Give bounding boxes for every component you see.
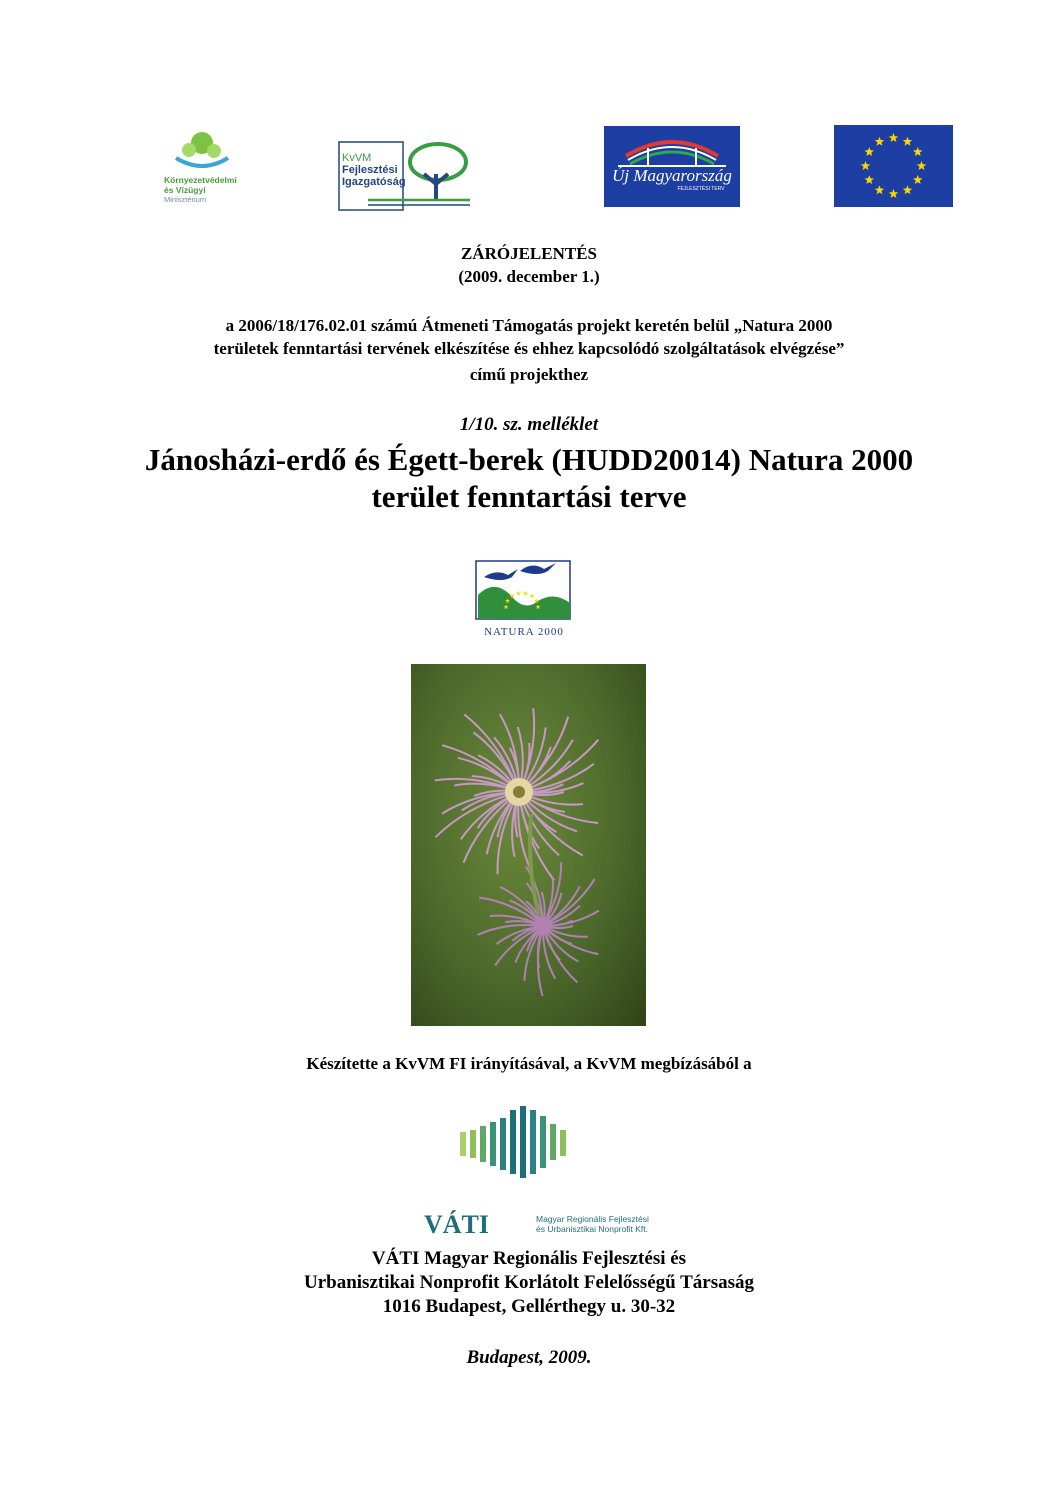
organization-line-1: VÁTI Magyar Regionális Fejlesztési és [371,1248,687,1269]
eu-star-icon [913,175,923,184]
kvvm-logo-line1: KvVM [342,152,372,164]
dianthus-flower-icon [411,664,646,1026]
ministry-logo-line3: Minisztérium [164,195,207,204]
report-title: ZÁRÓJELENTÉS [460,244,598,263]
annex-title-line-2: terület fenntartási terve [371,479,687,514]
uj-magyarorszag-text: Új Magyarország [612,166,732,185]
prepared-by-text: Készítette a KvVM FI irányításával, a KvVM megbízásából a [306,1054,752,1073]
project-line-3: című projekthez [469,365,589,384]
annex-title-line-1: Jánosházi-erdő és Égett-berek (HUDD20014) Natura 2000 [144,442,914,477]
eu-star-icon [889,189,899,198]
ministry-tree-icon [164,130,254,170]
vati-logo-line2: és Urbanisztikai Nonprofit Kft. [536,1224,648,1234]
organization-line-2: Urbanisztikai Nonprofit Korlátolt Felelősségű Társaság [303,1272,755,1293]
vati-logo-name: VÁTI [424,1210,490,1239]
eu-star-icon [903,137,913,146]
eu-star-icon [865,175,875,184]
natura-2000-label: NATURA 2000 [484,626,564,638]
organization-address: 1016 Budapest, Gellérthegy u. 30-32 [382,1296,676,1317]
ministry-logo-line2: és Vízügyi [164,185,206,195]
place-and-date: Budapest, 2009. [466,1347,592,1368]
eu-star-icon [861,161,871,170]
flower-photo [411,664,646,1026]
natura-birds-icon [474,555,574,621]
eu-star-icon [889,133,899,142]
eu-star-icon [875,185,885,194]
annex-label: 1/10. sz. melléklet [459,414,599,435]
natura-star-icon [530,593,535,598]
ministry-logo-line1: Környezetvédelmi [164,175,237,185]
natura-2000-logo [474,555,574,637]
project-line-2: területek fenntartási tervének elkészítése és ehhez kapcsolódó szolgáltatások elvégzése” [213,339,845,358]
eu-flag [834,125,953,207]
eu-star-icon [903,185,913,194]
uj-magyarorszag-logo [604,126,740,207]
vati-bars-icon [452,1104,582,1184]
natura-star-icon [523,591,528,596]
eu-star-icon [875,137,885,146]
uj-magyarorszag-subtext: FEJLESZTÉSI TERV [677,186,725,192]
kvvm-logo-line2: Fejlesztési [342,164,398,176]
natura-star-icon [516,591,521,596]
eu-star-icon [913,147,923,156]
eu-stars-icon [834,125,953,207]
project-line-1: a 2006/18/176.02.01 számú Átmeneti Támogatás projekt keretén belül „Natura 2000 [225,316,833,335]
eu-star-icon [865,147,875,156]
vati-logo-line1: Magyar Regionális Fejlesztési [536,1214,649,1224]
kvvm-fi-logo [338,138,470,212]
ministry-logo [164,130,254,205]
eu-star-icon [917,161,927,170]
kvvm-logo-line3: Igazgatóság [342,176,406,188]
vati-logo [392,1100,662,1240]
report-date: (2009. december 1.) [458,267,600,286]
